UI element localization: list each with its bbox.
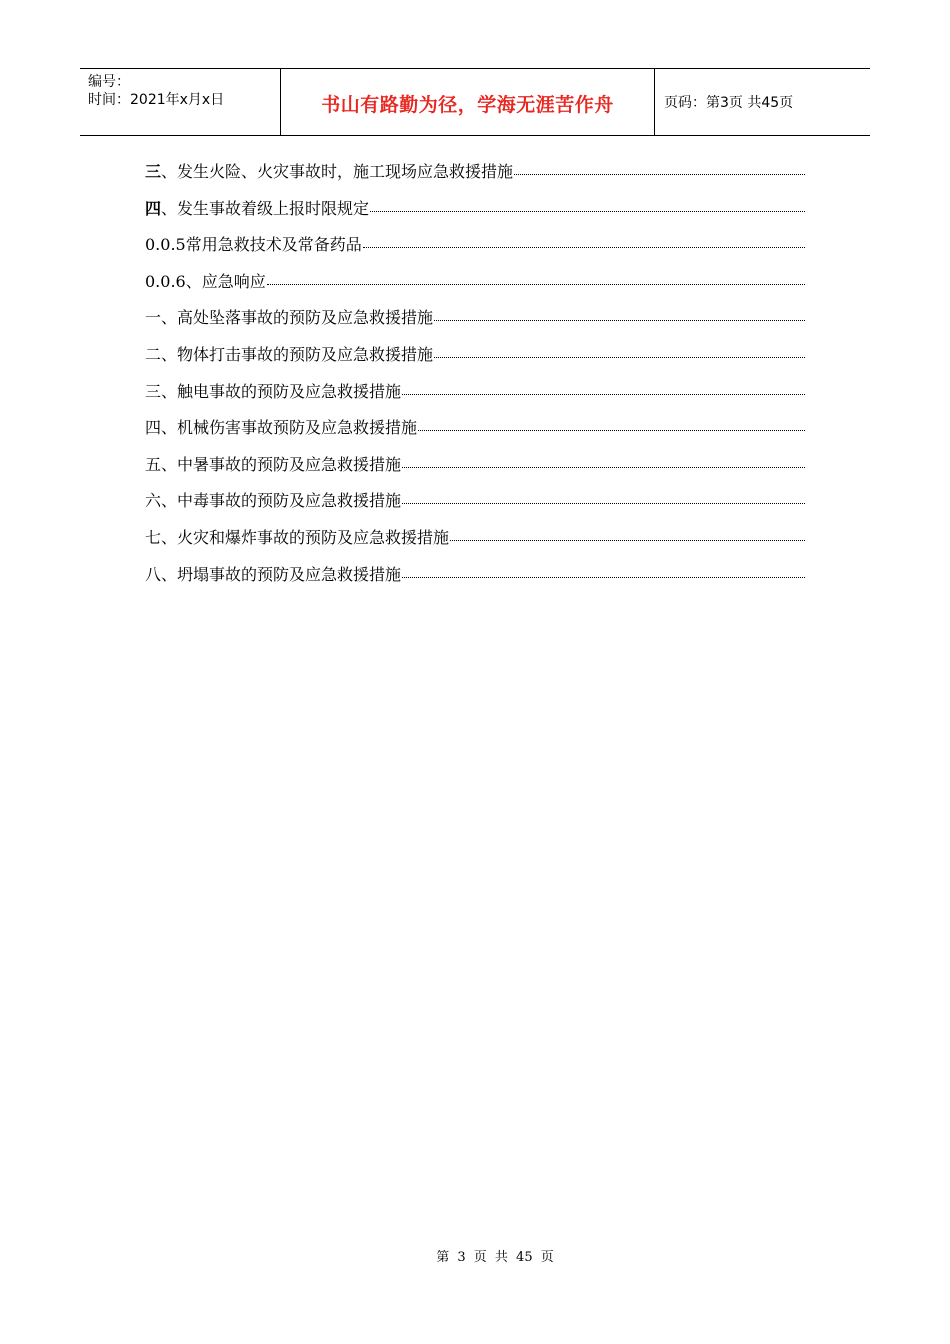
table-of-contents <box>145 158 805 597</box>
page-info-text: 页码：第3页 共45页 <box>664 95 794 111</box>
toc-entry[interactable] <box>145 341 805 378</box>
toc-entry-title: 一、高处坠落事故的预防及应急救援措施 <box>145 308 434 328</box>
toc-dot-leader <box>434 356 805 358</box>
code-label: 编号： <box>88 74 130 90</box>
footer-page-number: 第 3 页 共 45 页 <box>436 1250 554 1265</box>
toc-entry-label <box>145 195 369 223</box>
toc-entry-title: 0.0.6、应急响应 <box>145 271 266 291</box>
toc-entry-title: 0.0.5常用急救技术及常备药品 <box>145 235 362 255</box>
toc-entry-label <box>145 341 433 369</box>
toc-entry[interactable] <box>145 524 805 561</box>
page-header <box>80 68 870 136</box>
toc-entry[interactable] <box>145 378 805 415</box>
toc-entry-label <box>145 487 401 515</box>
toc-entry-label <box>145 304 433 332</box>
toc-entry-label <box>145 231 362 259</box>
toc-entry-title: 二、物体打击事故的预防及应急救援措施 <box>145 344 434 364</box>
toc-dot-leader <box>402 502 805 504</box>
toc-dot-leader <box>267 283 805 285</box>
toc-dot-leader <box>514 173 805 175</box>
date-label: 时间：2021年x月x日 <box>88 92 225 108</box>
toc-entry-number: 四 <box>145 198 162 218</box>
header-page-info <box>655 69 870 135</box>
header-meta <box>80 69 281 135</box>
page-footer <box>0 1246 950 1265</box>
toc-dot-leader <box>418 429 805 431</box>
toc-entry[interactable] <box>145 451 805 488</box>
toc-entry[interactable] <box>145 158 805 195</box>
toc-entry-label <box>145 451 401 479</box>
toc-entry[interactable] <box>145 304 805 341</box>
toc-entry[interactable] <box>145 231 805 268</box>
toc-entry[interactable] <box>145 268 805 305</box>
toc-entry-title: 四、机械伤害事故预防及应急救援措施 <box>145 418 418 438</box>
header-motto-cell <box>281 69 655 135</box>
toc-entry-title: 、发生火险、火灾事故时，施工现场应急救援措施 <box>161 162 514 181</box>
toc-entry-label <box>145 561 401 589</box>
toc-dot-leader <box>434 319 805 321</box>
motto-text: 书山有路勤为径，学海无涯苦作舟 <box>321 93 614 116</box>
toc-entry-label <box>145 268 266 296</box>
toc-entry[interactable] <box>145 414 805 451</box>
toc-entry-label <box>145 158 513 186</box>
toc-entry-number: 三 <box>145 162 162 181</box>
toc-entry-title: 六、中毒事故的预防及应急救援措施 <box>145 491 402 511</box>
toc-entry-label <box>145 414 417 442</box>
toc-entry-label <box>145 524 449 552</box>
toc-dot-leader <box>402 393 805 395</box>
toc-entry[interactable] <box>145 195 805 232</box>
toc-entry-title: 三、触电事故的预防及应急救援措施 <box>145 381 402 401</box>
toc-entry-title: 七、火灾和爆炸事故的预防及应急救援措施 <box>145 527 450 547</box>
toc-entry-title: 五、中暑事故的预防及应急救援措施 <box>145 454 402 474</box>
toc-entry-title: 八、坍塌事故的预防及应急救援措施 <box>145 564 402 584</box>
toc-dot-leader <box>402 466 805 468</box>
toc-dot-leader <box>363 246 805 248</box>
toc-dot-leader <box>450 539 805 541</box>
toc-dot-leader <box>370 210 805 212</box>
toc-entry-label <box>145 378 401 406</box>
toc-entry[interactable] <box>145 561 805 598</box>
toc-entry-title: 、发生事故着级上报时限规定 <box>161 198 370 218</box>
toc-dot-leader <box>402 576 805 578</box>
toc-entry[interactable] <box>145 487 805 524</box>
